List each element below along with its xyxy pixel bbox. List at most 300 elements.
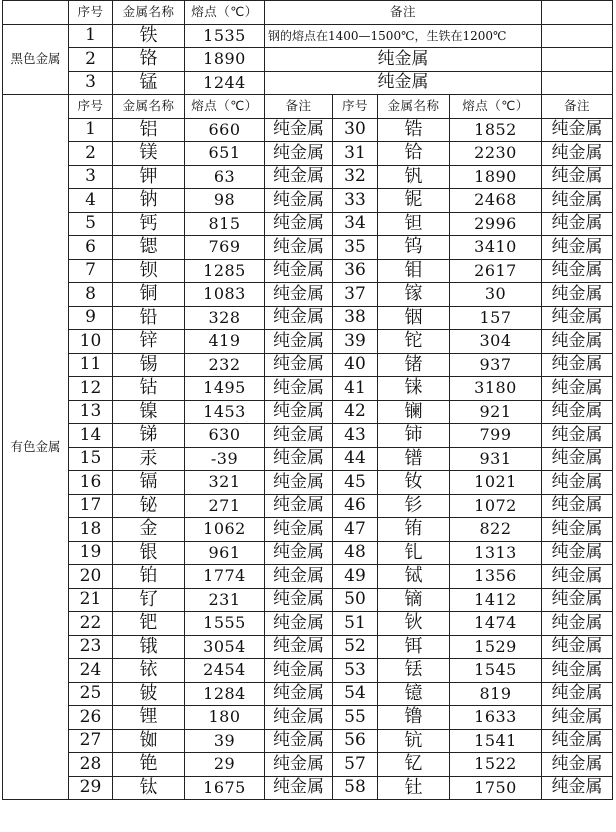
metal-name-cell: 锶 [113, 236, 185, 260]
melting-point-cell: 1774 [185, 565, 265, 589]
seq-cell: 22 [69, 612, 113, 636]
metal-name-cell: 镍 [113, 400, 185, 424]
seq-cell: 29 [69, 776, 113, 800]
remark-cell: 纯金属 [265, 729, 333, 753]
remark-spacer [542, 71, 613, 95]
remark-cell: 纯金属 [265, 659, 333, 683]
seq-cell: 48 [333, 541, 378, 565]
remark-cell: 纯金属 [542, 330, 613, 354]
seq-cell: 57 [333, 753, 378, 777]
metal-name-cell: 钪 [378, 729, 450, 753]
seq-cell: 35 [333, 236, 378, 260]
metal-name-cell: 钙 [113, 212, 185, 236]
melting-point-cell: 1072 [450, 494, 542, 518]
remark-cell: 纯金属 [265, 212, 333, 236]
metal-name-cell: 镥 [378, 706, 450, 730]
metal-name-cell: 镱 [378, 682, 450, 706]
metal-name-cell: 金 [113, 518, 185, 542]
table-row [3, 283, 613, 307]
ferrous-row [3, 48, 613, 72]
remark-cell: 纯金属 [265, 400, 333, 424]
table-row [3, 729, 613, 753]
seq-cell: 26 [69, 706, 113, 730]
metal-name-cell: 铈 [378, 424, 450, 448]
remark-cell: 纯金属 [265, 776, 333, 800]
table-row [3, 400, 613, 424]
header-remark: 备注 [265, 95, 333, 119]
remark-cell: 纯金属 [265, 118, 333, 142]
seq-cell: 36 [333, 259, 378, 283]
remark-cell: 纯金属 [265, 259, 333, 283]
metal-name-cell: 钒 [378, 165, 450, 189]
melting-point-cell: 419 [185, 330, 265, 354]
melting-point-cell: 937 [450, 353, 542, 377]
remark-cell: 纯金属 [265, 706, 333, 730]
remark-cell: 纯金属 [265, 753, 333, 777]
remark-cell: 纯金属 [542, 612, 613, 636]
seq-cell: 1 [69, 118, 113, 142]
melting-point-cell: 651 [185, 142, 265, 166]
remark-cell: 纯金属 [265, 612, 333, 636]
table-row [3, 236, 613, 260]
melting-point-cell: 1890 [450, 165, 542, 189]
ferrous-row [3, 71, 613, 95]
metal-name-cell: 铂 [113, 565, 185, 589]
seq-cell: 49 [333, 565, 378, 589]
metal-name-cell: 钌 [113, 588, 185, 612]
nonferrous-category-label: 有色金属 [3, 95, 69, 800]
seq-cell: 17 [69, 494, 113, 518]
seq-cell: 3 [69, 165, 113, 189]
metal-name-cell: 钐 [378, 494, 450, 518]
header-remark: 备注 [542, 95, 613, 119]
metal-name-cell: 锰 [113, 71, 185, 95]
melting-point-cell: 1541 [450, 729, 542, 753]
melting-point-cell: 231 [185, 588, 265, 612]
seq-cell: 16 [69, 471, 113, 495]
melting-point-cell: 1529 [450, 635, 542, 659]
seq-cell: 20 [69, 565, 113, 589]
melting-point-cell: 304 [450, 330, 542, 354]
metal-name-cell: 锌 [113, 330, 185, 354]
seq-cell: 24 [69, 659, 113, 683]
metal-name-cell: 铋 [113, 494, 185, 518]
melting-point-cell: 3410 [450, 236, 542, 260]
metal-name-cell: 铱 [113, 659, 185, 683]
melting-point-cell: 1062 [185, 518, 265, 542]
remark-cell: 纯金属 [265, 377, 333, 401]
remark-cell: 纯金属 [542, 283, 613, 307]
melting-point-cell: 98 [185, 189, 265, 213]
metal-name-cell: 铌 [378, 189, 450, 213]
seq-cell: 40 [333, 353, 378, 377]
table-row [3, 424, 613, 448]
seq-cell: 7 [69, 259, 113, 283]
table-row [3, 518, 613, 542]
seq-cell: 25 [69, 682, 113, 706]
melting-point-cell: 1083 [185, 283, 265, 307]
table-row [3, 377, 613, 401]
remark-cell: 纯金属 [542, 494, 613, 518]
seq-cell: 52 [333, 635, 378, 659]
metal-name-cell: 铒 [378, 635, 450, 659]
melting-point-cell: 29 [185, 753, 265, 777]
table-row [3, 682, 613, 706]
remark-spacer [542, 24, 613, 48]
seq-cell: 30 [333, 118, 378, 142]
table-row [3, 635, 613, 659]
remark-cell: 纯金属 [542, 306, 613, 330]
melting-point-cell: 660 [185, 118, 265, 142]
metal-name-cell: 钼 [378, 259, 450, 283]
metal-name-cell: 锇 [113, 635, 185, 659]
metal-name-cell: 银 [113, 541, 185, 565]
remark-cell: 纯金属 [542, 776, 613, 800]
header-melting-point: 熔点（℃） [450, 95, 542, 119]
remark-spacer [542, 48, 613, 72]
remark-cell: 纯金属 [265, 142, 333, 166]
seq-cell: 43 [333, 424, 378, 448]
seq-cell: 37 [333, 283, 378, 307]
remark-cell: 纯金属 [542, 659, 613, 683]
remark-cell: 纯金属 [265, 236, 333, 260]
table-row [3, 588, 613, 612]
remark-cell: 纯金属 [265, 330, 333, 354]
metal-name-cell: 钴 [113, 377, 185, 401]
melting-point-cell: 1522 [450, 753, 542, 777]
table-row [3, 565, 613, 589]
table-row [3, 306, 613, 330]
remark-cell: 纯金属 [542, 729, 613, 753]
seq-cell: 46 [333, 494, 378, 518]
nonferrous-header-row [3, 95, 613, 119]
melting-point-cell: 819 [450, 682, 542, 706]
seq-cell: 1 [69, 24, 113, 48]
melting-point-cell: 1495 [185, 377, 265, 401]
metal-name-cell: 钛 [113, 776, 185, 800]
seq-cell: 9 [69, 306, 113, 330]
metal-name-cell: 镉 [113, 471, 185, 495]
metal-name-cell: 铅 [113, 306, 185, 330]
ferrous-row [3, 24, 613, 48]
melting-point-cell: 30 [450, 283, 542, 307]
melting-point-cell: 1852 [450, 118, 542, 142]
remark-cell: 纯金属 [265, 447, 333, 471]
melting-point-cell: 630 [185, 424, 265, 448]
melting-point-cell: 799 [450, 424, 542, 448]
seq-cell: 19 [69, 541, 113, 565]
seq-cell: 34 [333, 212, 378, 236]
table-row [3, 706, 613, 730]
seq-cell: 10 [69, 330, 113, 354]
melting-point-cell: 1285 [185, 259, 265, 283]
seq-cell: 2 [69, 48, 113, 72]
seq-cell: 45 [333, 471, 378, 495]
header-melting-point: 熔点（℃） [185, 1, 265, 25]
seq-cell: 28 [69, 753, 113, 777]
remark-cell: 纯金属 [265, 48, 542, 72]
seq-cell: 23 [69, 635, 113, 659]
seq-cell: 51 [333, 612, 378, 636]
metal-name-cell: 铥 [378, 659, 450, 683]
remark-cell: 纯金属 [542, 142, 613, 166]
melting-point-cell: 180 [185, 706, 265, 730]
remark-cell: 纯金属 [542, 259, 613, 283]
remark-cell: 纯金属 [542, 588, 613, 612]
table-row [3, 659, 613, 683]
metal-name-cell: 钡 [113, 259, 185, 283]
metal-name-cell: 钆 [378, 541, 450, 565]
seq-cell: 13 [69, 400, 113, 424]
remark-cell: 纯金属 [542, 424, 613, 448]
melting-point-cell: 1244 [185, 71, 265, 95]
metal-name-cell: 钽 [378, 212, 450, 236]
remark-cell: 纯金属 [542, 377, 613, 401]
table-body [3, 1, 613, 800]
seq-cell: 31 [333, 142, 378, 166]
melting-point-cell: 1412 [450, 588, 542, 612]
table-row [3, 753, 613, 777]
seq-cell: 2 [69, 142, 113, 166]
table-row [3, 612, 613, 636]
remark-cell: 纯金属 [542, 635, 613, 659]
melting-point-cell: 1633 [450, 706, 542, 730]
melting-point-cell: 63 [185, 165, 265, 189]
seq-cell: 27 [69, 729, 113, 753]
header-name: 金属名称 [113, 1, 185, 25]
remark-cell: 纯金属 [542, 518, 613, 542]
metal-name-cell: 锂 [113, 706, 185, 730]
header-remark: 备注 [265, 1, 542, 25]
seq-cell: 38 [333, 306, 378, 330]
metal-name-cell: 铟 [378, 306, 450, 330]
metal-name-cell: 锡 [113, 353, 185, 377]
remark-cell: 纯金属 [542, 118, 613, 142]
metal-name-cell: 铁 [113, 24, 185, 48]
ferrous-category-spacer [3, 1, 69, 25]
metal-name-cell: 铝 [113, 118, 185, 142]
melting-point-cell: 1453 [185, 400, 265, 424]
remark-cell: 纯金属 [265, 471, 333, 495]
seq-cell: 4 [69, 189, 113, 213]
metal-name-cell: 镝 [378, 588, 450, 612]
remark-cell: 纯金属 [542, 165, 613, 189]
melting-point-cell: 157 [450, 306, 542, 330]
remark-cell: 纯金属 [542, 682, 613, 706]
melting-point-cell: 3180 [450, 377, 542, 401]
melting-point-cell: 1555 [185, 612, 265, 636]
remark-cell: 纯金属 [265, 565, 333, 589]
melting-point-cell: 2617 [450, 259, 542, 283]
metal-name-cell: 钠 [113, 189, 185, 213]
remark-cell: 纯金属 [542, 236, 613, 260]
melting-point-cell: 1021 [450, 471, 542, 495]
melting-point-cell: 2996 [450, 212, 542, 236]
melting-point-cell: 921 [450, 400, 542, 424]
metal-name-cell: 镨 [378, 447, 450, 471]
header-name: 金属名称 [113, 95, 185, 119]
seq-cell: 39 [333, 330, 378, 354]
melting-point-cell: 1356 [450, 565, 542, 589]
seq-cell: 8 [69, 283, 113, 307]
table-row [3, 142, 613, 166]
remark-cell: 纯金属 [265, 494, 333, 518]
remark-cell: 纯金属 [265, 71, 542, 95]
seq-cell: 21 [69, 588, 113, 612]
melting-point-cell: 232 [185, 353, 265, 377]
melting-point-cell: 39 [185, 729, 265, 753]
table-row [3, 118, 613, 142]
table-row [3, 494, 613, 518]
remark-cell: 纯金属 [542, 541, 613, 565]
remark-cell: 纯金属 [265, 541, 333, 565]
header-spacer [542, 1, 613, 25]
melting-point-cell: 271 [185, 494, 265, 518]
metal-name-cell: 锆 [378, 118, 450, 142]
remark-cell: 纯金属 [265, 635, 333, 659]
table-row [3, 212, 613, 236]
remark-cell: 纯金属 [265, 165, 333, 189]
seq-cell: 56 [333, 729, 378, 753]
table-row [3, 471, 613, 495]
seq-cell: 50 [333, 588, 378, 612]
seq-cell: 18 [69, 518, 113, 542]
ferrous-header-row [3, 1, 613, 25]
metal-name-cell: 钇 [378, 753, 450, 777]
metal-name-cell: 铪 [378, 142, 450, 166]
melting-point-cell: 1675 [185, 776, 265, 800]
seq-cell: 58 [333, 776, 378, 800]
remark-cell: 纯金属 [265, 424, 333, 448]
header-seq: 序号 [69, 95, 113, 119]
metal-name-cell: 镧 [378, 400, 450, 424]
remark-cell: 纯金属 [542, 753, 613, 777]
table-row [3, 259, 613, 283]
metal-name-cell: 镓 [378, 283, 450, 307]
remark-cell: 纯金属 [265, 518, 333, 542]
metal-name-cell: 铯 [113, 753, 185, 777]
ferrous-category-label: 黑色金属 [3, 24, 69, 95]
metal-name-cell: 铽 [378, 565, 450, 589]
metal-name-cell: 铊 [378, 330, 450, 354]
metal-name-cell: 钬 [378, 612, 450, 636]
table-row [3, 541, 613, 565]
seq-cell: 32 [333, 165, 378, 189]
remark-cell: 纯金属 [542, 471, 613, 495]
metal-name-cell: 铼 [378, 377, 450, 401]
table-row [3, 189, 613, 213]
metal-name-cell: 镁 [113, 142, 185, 166]
remark-cell: 纯金属 [542, 353, 613, 377]
remark-cell: 纯金属 [542, 189, 613, 213]
melting-point-table [2, 0, 613, 800]
seq-cell: 42 [333, 400, 378, 424]
metal-name-cell: 汞 [113, 447, 185, 471]
melting-point-cell: 2230 [450, 142, 542, 166]
melting-point-cell: 1545 [450, 659, 542, 683]
metal-name-cell: 铜 [113, 283, 185, 307]
table-row [3, 330, 613, 354]
remark-cell: 纯金属 [542, 400, 613, 424]
melting-point-cell: 1750 [450, 776, 542, 800]
header-melting-point: 熔点（℃） [185, 95, 265, 119]
seq-cell: 3 [69, 71, 113, 95]
metal-name-cell: 锗 [378, 353, 450, 377]
seq-cell: 15 [69, 447, 113, 471]
remark-cell: 纯金属 [265, 588, 333, 612]
remark-cell: 纯金属 [265, 283, 333, 307]
metal-name-cell: 铬 [113, 48, 185, 72]
remark-cell: 钢的熔点在1400—1500℃，生铁在1200℃ [265, 24, 542, 48]
melting-point-cell: 961 [185, 541, 265, 565]
header-seq: 序号 [69, 1, 113, 25]
remark-cell: 纯金属 [542, 447, 613, 471]
seq-cell: 54 [333, 682, 378, 706]
melting-point-cell: 3054 [185, 635, 265, 659]
remark-cell: 纯金属 [542, 212, 613, 236]
seq-cell: 33 [333, 189, 378, 213]
melting-point-cell: 1890 [185, 48, 265, 72]
table-row [3, 353, 613, 377]
melting-point-cell: 2454 [185, 659, 265, 683]
seq-cell: 41 [333, 377, 378, 401]
metal-name-cell: 钍 [378, 776, 450, 800]
seq-cell: 12 [69, 377, 113, 401]
melting-point-cell: 769 [185, 236, 265, 260]
seq-cell: 55 [333, 706, 378, 730]
seq-cell: 5 [69, 212, 113, 236]
seq-cell: 53 [333, 659, 378, 683]
remark-cell: 纯金属 [265, 682, 333, 706]
melting-point-cell: 1313 [450, 541, 542, 565]
metal-name-cell: 铷 [113, 729, 185, 753]
remark-cell: 纯金属 [265, 189, 333, 213]
melting-point-cell: 815 [185, 212, 265, 236]
remark-cell: 纯金属 [542, 565, 613, 589]
seq-cell: 6 [69, 236, 113, 260]
seq-cell: 47 [333, 518, 378, 542]
remark-cell: 纯金属 [265, 353, 333, 377]
melting-point-cell: 1284 [185, 682, 265, 706]
metal-name-cell: 钯 [113, 612, 185, 636]
metal-name-cell: 铕 [378, 518, 450, 542]
metal-name-cell: 钾 [113, 165, 185, 189]
metal-name-cell: 锑 [113, 424, 185, 448]
remark-cell: 纯金属 [265, 306, 333, 330]
header-name: 金属名称 [378, 95, 450, 119]
metal-name-cell: 铍 [113, 682, 185, 706]
remark-cell: 纯金属 [542, 706, 613, 730]
table-row [3, 776, 613, 800]
melting-point-cell: 2468 [450, 189, 542, 213]
melting-point-cell: 328 [185, 306, 265, 330]
seq-cell: 44 [333, 447, 378, 471]
seq-cell: 14 [69, 424, 113, 448]
table-row [3, 447, 613, 471]
melting-point-cell: 822 [450, 518, 542, 542]
melting-point-cell: 1535 [185, 24, 265, 48]
melting-point-cell: 321 [185, 471, 265, 495]
seq-cell: 11 [69, 353, 113, 377]
metal-name-cell: 钨 [378, 236, 450, 260]
bottom-edge [2, 828, 612, 832]
melting-point-cell: 931 [450, 447, 542, 471]
table-row [3, 165, 613, 189]
melting-point-cell: -39 [185, 447, 265, 471]
metal-name-cell: 钕 [378, 471, 450, 495]
melting-point-cell: 1474 [450, 612, 542, 636]
header-seq: 序号 [333, 95, 378, 119]
